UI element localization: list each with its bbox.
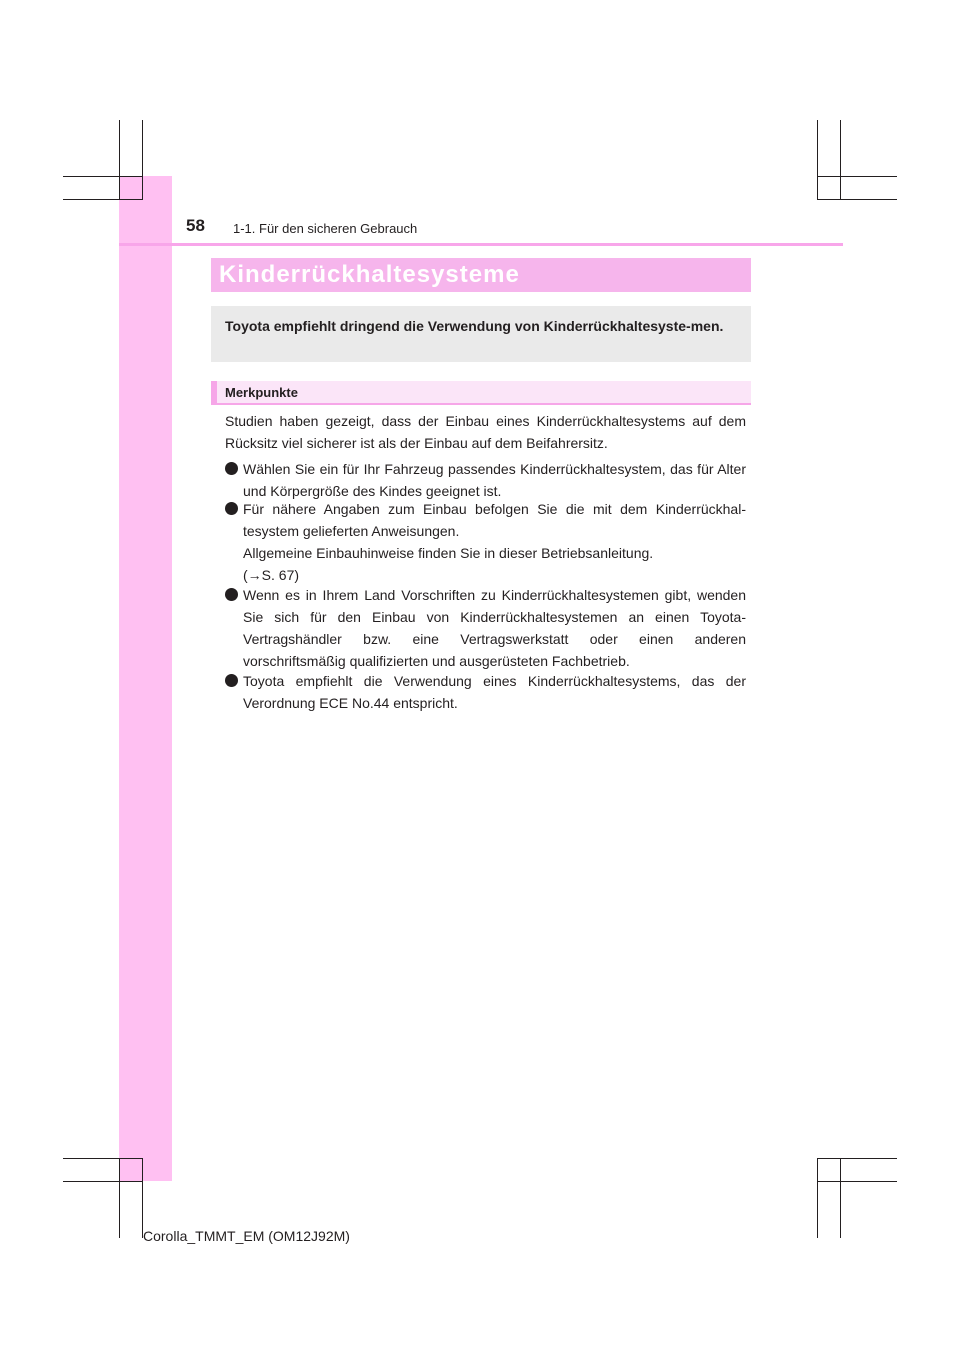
- list-item: [225, 670, 746, 714]
- list-item-text: Wenn es in Ihrem Land Vorschriften zu Kinderrückhaltesystemen gibt, wenden Sie sich für den Einbau von Kinderrückhaltesystemen an einen Toyota-Vertragshändler bzw. eine Vertragswerkstatt oder einen anderen vorschriftsmäßig qualifizierten und ausgerüsteten Fachbetrieb.: [243, 587, 746, 669]
- page-title: Kinderrückhaltesysteme: [219, 261, 520, 288]
- list-item: [225, 458, 746, 502]
- list-item-text: Für nähere Angaben zum Einbau befolgen Sie die mit dem Kinderrückhal-tesystem gelieferten Anweisungen.: [243, 501, 746, 539]
- intro-box: Toyota empfiehlt dringend die Verwendung von Kinderrückhaltesyste-men.: [211, 306, 751, 362]
- section-header: 1-1. Für den sicheren Gebrauch: [233, 221, 418, 236]
- bullet-icon: [225, 502, 238, 515]
- bullet-icon: [225, 462, 238, 475]
- title-bar: [211, 258, 751, 292]
- footer-doc-id: Corolla_TMMT_EM (OM12J92M): [143, 1228, 350, 1244]
- page-reference-link[interactable]: (→S. 67): [243, 567, 300, 583]
- merkpunkte-paragraph: Studien haben gezeigt, dass der Einbau eines Kinderrückhaltesystems auf dem Rücksitz viel sicherer ist als der Einbau auf dem Beifahrersitz.: [225, 413, 746, 451]
- list-item-line2: Allgemeine Einbauhinweise finden Sie in dieser Betriebsanleitung.: [243, 545, 654, 561]
- list-item-text: Wählen Sie ein für Ihr Fahrzeug passendes Kinderrückhaltesystem, das für Alter und Körpergröße des Kindes geeignet ist.: [243, 461, 746, 499]
- page-number: 58: [186, 216, 205, 235]
- list-item: [225, 584, 746, 672]
- side-tab-strip: [119, 176, 172, 1181]
- bullet-icon: [225, 674, 238, 687]
- merkpunkte-header: [211, 381, 751, 405]
- header-rule: [119, 243, 843, 246]
- merkpunkte-heading: Merkpunkte: [225, 385, 298, 400]
- list-item-text: Toyota empfiehlt die Verwendung eines Kinderrückhaltesystems, das der Verordnung ECE No.44 entspricht.: [243, 673, 746, 711]
- merkpunkte-accent-bar: [211, 381, 217, 405]
- bullet-icon: [225, 588, 238, 601]
- list-item: [225, 498, 746, 586]
